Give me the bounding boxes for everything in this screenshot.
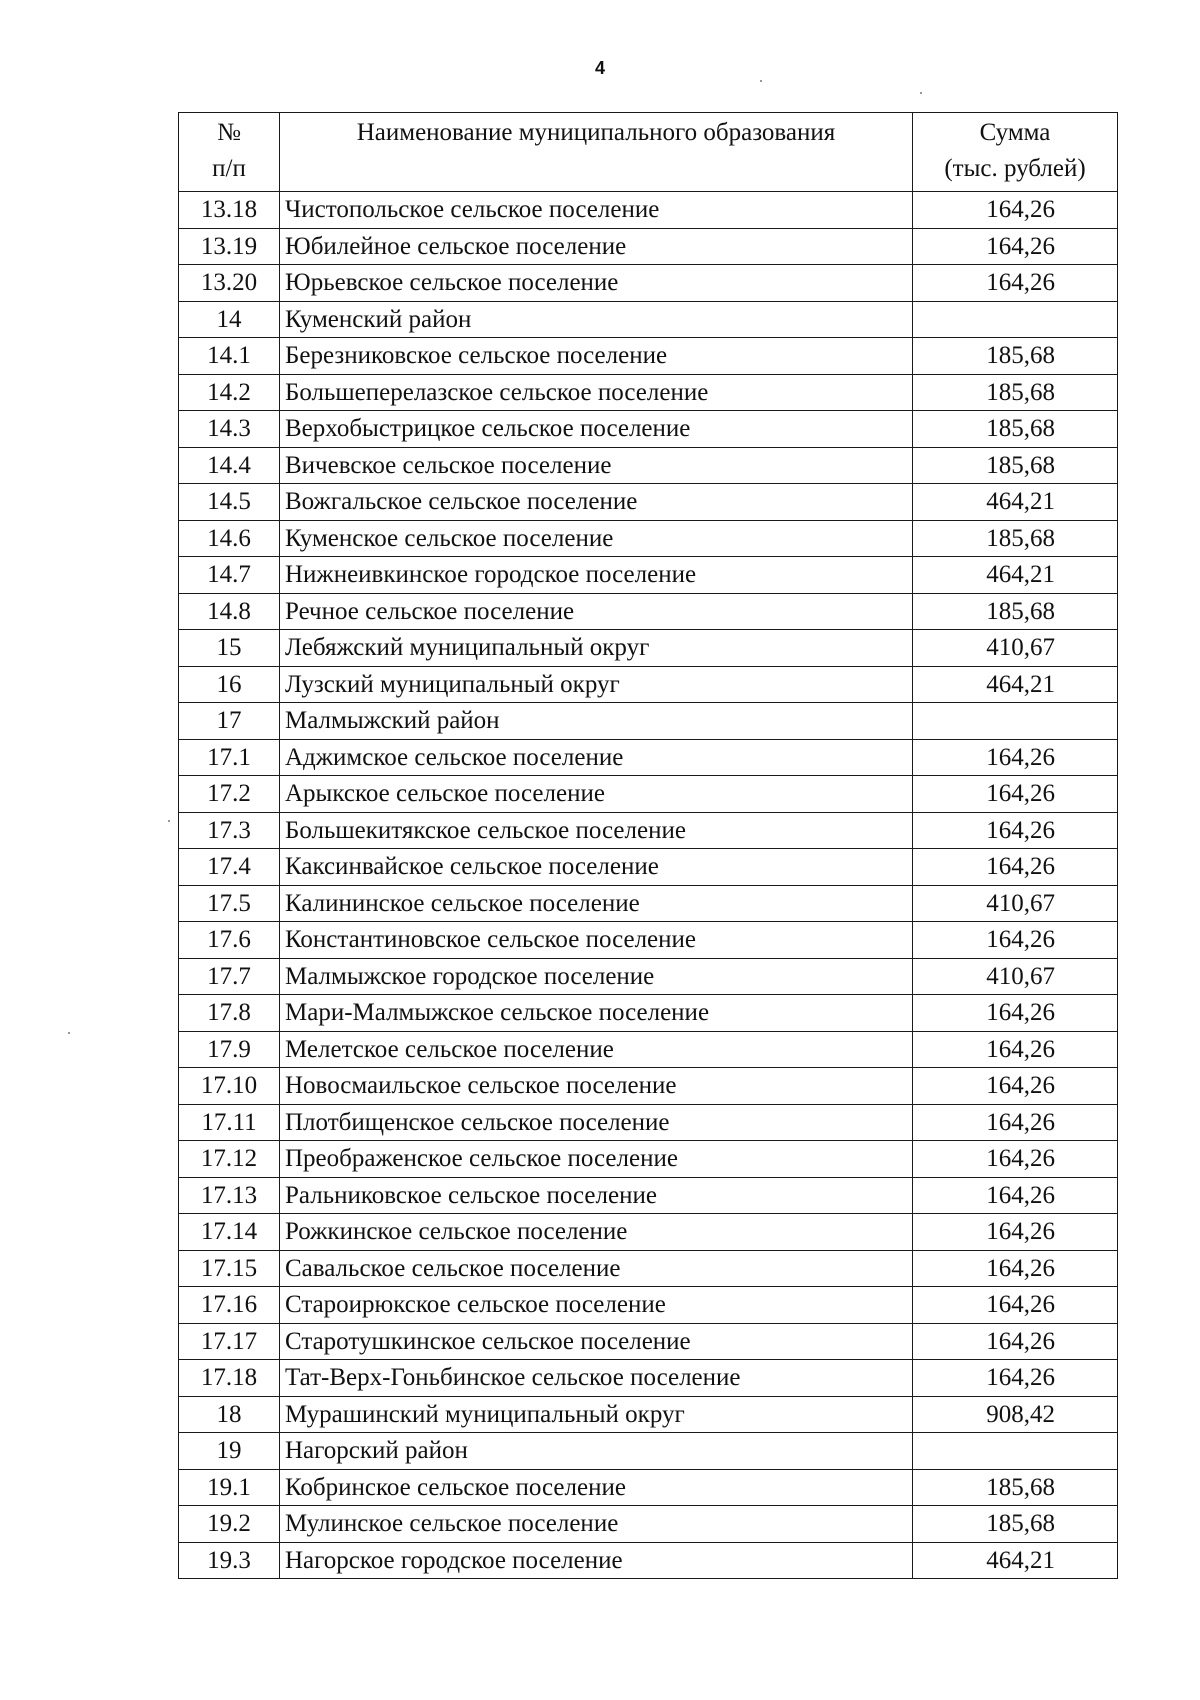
table-row [179, 812, 1118, 849]
row-name-cell: Речное сельское поселение [280, 593, 913, 630]
row-sum-cell: 185,68 [913, 338, 1118, 375]
table-row [179, 1141, 1118, 1178]
row-sum-cell: 164,26 [913, 228, 1118, 265]
row-sum-cell: 185,68 [913, 1506, 1118, 1543]
table-row [179, 301, 1118, 338]
table-row [179, 995, 1118, 1032]
row-sum-cell [913, 703, 1118, 740]
row-name-cell: Куменский район [280, 301, 913, 338]
table-row [179, 1433, 1118, 1470]
row-name-cell: Староирюкское сельское поселение [280, 1287, 913, 1324]
row-number-cell: 17.16 [179, 1287, 280, 1324]
table-header-row [179, 113, 1118, 192]
table-row [179, 958, 1118, 995]
row-sum-cell: 164,26 [913, 1104, 1118, 1141]
header-sum [913, 113, 1118, 192]
table-row [179, 1214, 1118, 1251]
header-sum-line1: Сумма [979, 119, 1051, 146]
table-row [179, 1250, 1118, 1287]
row-number-cell: 13.18 [179, 192, 280, 229]
row-name-cell: Константиновское сельское поселение [280, 922, 913, 959]
row-number-cell: 14 [179, 301, 280, 338]
row-name-cell: Вожгальское сельское поселение [280, 484, 913, 521]
row-name-cell: Малмыжский район [280, 703, 913, 740]
row-number-cell: 17.15 [179, 1250, 280, 1287]
table-row [179, 1469, 1118, 1506]
row-sum-cell: 164,26 [913, 1360, 1118, 1397]
row-name-cell: Преображенское сельское поселение [280, 1141, 913, 1178]
table-row [179, 411, 1118, 448]
row-sum-cell: 410,67 [913, 630, 1118, 667]
row-sum-cell: 164,26 [913, 849, 1118, 886]
row-name-cell: Большекитякское сельское поселение [280, 812, 913, 849]
table-row [179, 739, 1118, 776]
row-sum-cell: 164,26 [913, 1177, 1118, 1214]
table-row [179, 1323, 1118, 1360]
row-number-cell: 19.2 [179, 1506, 280, 1543]
row-name-cell: Мулинское сельское поселение [280, 1506, 913, 1543]
table-row [179, 703, 1118, 740]
row-sum-cell [913, 1433, 1118, 1470]
row-number-cell: 13.20 [179, 265, 280, 302]
table-row [179, 192, 1118, 229]
row-number-cell: 14.3 [179, 411, 280, 448]
row-number-cell: 17.3 [179, 812, 280, 849]
row-number-cell: 17.11 [179, 1104, 280, 1141]
table-row [179, 1542, 1118, 1579]
row-number-cell: 16 [179, 666, 280, 703]
row-name-cell: Большеперелазское сельское поселение [280, 374, 913, 411]
scan-speck [760, 80, 762, 82]
row-sum-cell: 464,21 [913, 484, 1118, 521]
row-sum-cell: 185,68 [913, 1469, 1118, 1506]
row-number-cell: 18 [179, 1396, 280, 1433]
row-sum-cell: 464,21 [913, 666, 1118, 703]
row-sum-cell: 164,26 [913, 1141, 1118, 1178]
row-sum-cell: 410,67 [913, 885, 1118, 922]
row-number-cell: 13.19 [179, 228, 280, 265]
row-number-cell: 14.5 [179, 484, 280, 521]
row-sum-cell: 164,26 [913, 1287, 1118, 1324]
table-row [179, 1068, 1118, 1105]
row-name-cell: Нижнеивкинское городское поселение [280, 557, 913, 594]
row-name-cell: Каксинвайское сельское поселение [280, 849, 913, 886]
row-sum-cell: 164,26 [913, 1214, 1118, 1251]
table-row [179, 338, 1118, 375]
row-number-cell: 14.2 [179, 374, 280, 411]
row-sum-cell: 164,26 [913, 1031, 1118, 1068]
scan-speck [920, 92, 922, 94]
row-name-cell: Старотушкинское сельское поселение [280, 1323, 913, 1360]
row-name-cell: Вичевское сельское поселение [280, 447, 913, 484]
row-sum-cell: 164,26 [913, 192, 1118, 229]
row-number-cell: 17.17 [179, 1323, 280, 1360]
header-number [179, 113, 280, 192]
table-row [179, 557, 1118, 594]
table-row [179, 374, 1118, 411]
row-sum-cell: 185,68 [913, 593, 1118, 630]
header-name: Наименование муниципального образования [280, 113, 913, 192]
header-sum-line2: (тыс. рублей) [944, 155, 1086, 182]
row-sum-cell: 185,68 [913, 447, 1118, 484]
row-number-cell: 17.5 [179, 885, 280, 922]
row-name-cell: Новосмаильское сельское поселение [280, 1068, 913, 1105]
header-number-line1: № [217, 119, 241, 146]
row-number-cell: 14.1 [179, 338, 280, 375]
row-sum-cell: 410,67 [913, 958, 1118, 995]
row-name-cell: Юбилейное сельское поселение [280, 228, 913, 265]
scan-speck [168, 820, 170, 822]
row-number-cell: 17.1 [179, 739, 280, 776]
row-name-cell: Аджимское сельское поселение [280, 739, 913, 776]
row-number-cell: 17.14 [179, 1214, 280, 1251]
row-number-cell: 17.18 [179, 1360, 280, 1397]
table-row [179, 885, 1118, 922]
table-row [179, 1177, 1118, 1214]
table-row [179, 265, 1118, 302]
row-number-cell: 15 [179, 630, 280, 667]
table-row [179, 1287, 1118, 1324]
table-row [179, 593, 1118, 630]
row-number-cell: 14.7 [179, 557, 280, 594]
row-name-cell: Юрьевское сельское поселение [280, 265, 913, 302]
row-sum-cell: 164,26 [913, 776, 1118, 813]
table-row [179, 776, 1118, 813]
row-name-cell: Верхобыстрицкое сельское поселение [280, 411, 913, 448]
row-sum-cell: 185,68 [913, 520, 1118, 557]
table-row [179, 1396, 1118, 1433]
row-name-cell: Плотбищенское сельское поселение [280, 1104, 913, 1141]
row-sum-cell [913, 301, 1118, 338]
table-row [179, 1360, 1118, 1397]
row-sum-cell: 464,21 [913, 1542, 1118, 1579]
row-sum-cell: 164,26 [913, 1323, 1118, 1360]
row-number-cell: 17.8 [179, 995, 280, 1032]
row-number-cell: 17.2 [179, 776, 280, 813]
row-name-cell: Рожкинское сельское поселение [280, 1214, 913, 1251]
row-name-cell: Ральниковское сельское поселение [280, 1177, 913, 1214]
row-sum-cell: 464,21 [913, 557, 1118, 594]
row-number-cell: 17.4 [179, 849, 280, 886]
table-body [179, 192, 1118, 1579]
row-sum-cell: 164,26 [913, 812, 1118, 849]
page-number: 4 [594, 58, 605, 78]
row-name-cell: Калининское сельское поселение [280, 885, 913, 922]
header-number-line2: п/п [212, 155, 246, 182]
row-number-cell: 17.10 [179, 1068, 280, 1105]
row-name-cell: Мелетское сельское поселение [280, 1031, 913, 1068]
row-name-cell: Куменское сельское поселение [280, 520, 913, 557]
row-name-cell: Лузский муниципальный округ [280, 666, 913, 703]
row-number-cell: 17.7 [179, 958, 280, 995]
table-row [179, 1506, 1118, 1543]
row-name-cell: Нагорский район [280, 1433, 913, 1470]
row-number-cell: 14.8 [179, 593, 280, 630]
row-number-cell: 17.12 [179, 1141, 280, 1178]
row-number-cell: 19.1 [179, 1469, 280, 1506]
row-sum-cell: 164,26 [913, 995, 1118, 1032]
row-sum-cell: 164,26 [913, 1068, 1118, 1105]
table-row [179, 228, 1118, 265]
table-row [179, 630, 1118, 667]
row-sum-cell: 185,68 [913, 374, 1118, 411]
row-number-cell: 17 [179, 703, 280, 740]
row-number-cell: 17.9 [179, 1031, 280, 1068]
row-number-cell: 14.4 [179, 447, 280, 484]
row-name-cell: Березниковское сельское поселение [280, 338, 913, 375]
row-sum-cell: 185,68 [913, 411, 1118, 448]
table-row [179, 1031, 1118, 1068]
row-name-cell: Кобринское сельское поселение [280, 1469, 913, 1506]
row-sum-cell: 164,26 [913, 265, 1118, 302]
table-row [179, 666, 1118, 703]
row-name-cell: Арыкское сельское поселение [280, 776, 913, 813]
row-name-cell: Лебяжский муниципальный округ [280, 630, 913, 667]
table-row [179, 922, 1118, 959]
row-sum-cell: 164,26 [913, 739, 1118, 776]
table-row [179, 447, 1118, 484]
scan-speck [68, 1032, 70, 1034]
row-number-cell: 17.6 [179, 922, 280, 959]
row-number-cell: 17.13 [179, 1177, 280, 1214]
row-sum-cell: 908,42 [913, 1396, 1118, 1433]
table-row [179, 849, 1118, 886]
row-name-cell: Чистопольское сельское поселение [280, 192, 913, 229]
row-number-cell: 19.3 [179, 1542, 280, 1579]
row-sum-cell: 164,26 [913, 922, 1118, 959]
row-sum-cell: 164,26 [913, 1250, 1118, 1287]
row-name-cell: Нагорское городское поселение [280, 1542, 913, 1579]
table-row [179, 520, 1118, 557]
allocation-table [178, 112, 1118, 1579]
row-name-cell: Тат-Верх-Гоньбинское сельское поселение [280, 1360, 913, 1397]
row-number-cell: 14.6 [179, 520, 280, 557]
row-name-cell: Малмыжское городское поселение [280, 958, 913, 995]
table-row [179, 484, 1118, 521]
table-row [179, 1104, 1118, 1141]
row-name-cell: Савальское сельское поселение [280, 1250, 913, 1287]
row-name-cell: Мари-Малмыжское сельское поселение [280, 995, 913, 1032]
row-name-cell: Мурашинский муниципальный округ [280, 1396, 913, 1433]
row-number-cell: 19 [179, 1433, 280, 1470]
